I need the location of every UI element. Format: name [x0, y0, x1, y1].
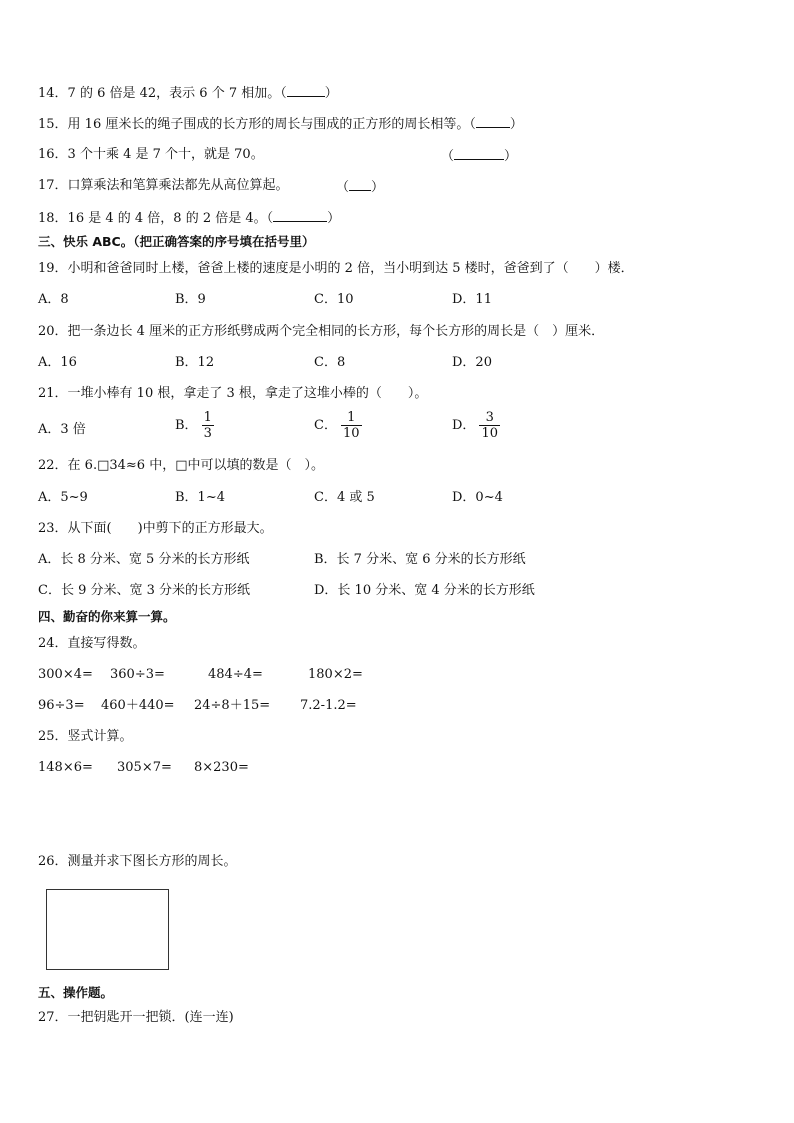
- option-a[interactable]: A．长 8 分米、宽 5 分米的长方形纸: [38, 552, 250, 567]
- question-18: [38, 208, 340, 228]
- denominator: 3: [203, 426, 212, 441]
- option-d-label: D．: [452, 418, 476, 433]
- fraction: [202, 410, 214, 441]
- option-c-label: C．: [314, 418, 337, 433]
- option-b-label: B．: [175, 418, 198, 433]
- question-22-text: 22．在 6.□34≈6 中，□中可以填的数是（ ）。: [38, 458, 324, 473]
- paren-close: ）: [371, 180, 385, 195]
- answer-blank[interactable]: [287, 83, 325, 97]
- question-16-answer: [441, 146, 517, 166]
- option-d[interactable]: D．11: [452, 292, 492, 307]
- answer-blank[interactable]: [349, 177, 371, 191]
- rectangle-figure: [46, 889, 169, 970]
- option-c[interactable]: [314, 410, 362, 441]
- fraction: [479, 410, 500, 441]
- calc-item: 24÷8＋15=: [194, 698, 271, 713]
- option-b[interactable]: B．长 7 分米、宽 6 分米的长方形纸: [314, 552, 526, 567]
- option-b[interactable]: B．1~4: [175, 490, 225, 505]
- paren-close: ）: [504, 149, 518, 164]
- calc-item: 460＋440=: [101, 698, 175, 713]
- calc-item: 305×7=: [117, 760, 172, 775]
- option-d[interactable]: D．0~4: [452, 490, 503, 505]
- option-a[interactable]: A．3 倍: [38, 422, 86, 437]
- question-14-text: 14．7 的 6 倍是 42，表示 6 个 7 相加。（: [38, 86, 287, 101]
- question-17-text: 17．口算乘法和笔算乘法都先从高位算起。: [38, 178, 289, 193]
- option-b[interactable]: B．9: [175, 292, 206, 307]
- question-16: [38, 146, 264, 164]
- calc-item: 360÷3=: [110, 667, 165, 682]
- question-24-text: 24．直接写得数。: [38, 636, 146, 651]
- paren-open: （: [336, 180, 350, 195]
- calc-item: 300×4=: [38, 667, 93, 682]
- numerator: 3: [479, 410, 500, 426]
- answer-blank[interactable]: [273, 208, 327, 222]
- section-5-heading: 五、操作题。: [38, 985, 114, 1000]
- option-d[interactable]: [452, 410, 500, 441]
- option-a[interactable]: A．16: [38, 355, 77, 370]
- question-15: [38, 114, 523, 134]
- question-27-text: 27．一把钥匙开一把锁．(连一连): [38, 1010, 234, 1025]
- option-a[interactable]: A．8: [38, 292, 69, 307]
- calc-item: 484÷4=: [208, 667, 263, 682]
- numerator: 1: [203, 410, 212, 425]
- question-20-text: 20．把一条边长 4 厘米的正方形纸劈成两个完全相同的长方形，每个长方形的周长是（ ）厘米．: [38, 324, 605, 339]
- option-c[interactable]: C．10: [314, 292, 354, 307]
- paren-close: ）: [509, 117, 523, 132]
- question-25-text: 25．竖式计算。: [38, 729, 133, 744]
- option-d[interactable]: D．长 10 分米、宽 4 分米的长方形纸: [314, 583, 535, 598]
- calc-item: 96÷3=: [38, 698, 85, 713]
- denominator: 10: [481, 426, 498, 441]
- question-16-text: 16．3 个十乘 4 是 7 个十，就是 70。: [38, 147, 264, 162]
- option-b[interactable]: [175, 410, 214, 441]
- option-c[interactable]: C．长 9 分米、宽 3 分米的长方形纸: [38, 583, 251, 598]
- calc-item: 8×230=: [194, 760, 249, 775]
- question-23-text: 23．从下面( )中剪下的正方形最大。: [38, 521, 273, 536]
- option-c[interactable]: C．4 或 5: [314, 490, 375, 505]
- denominator: 10: [342, 426, 360, 441]
- paren-close: ）: [324, 86, 338, 101]
- option-d[interactable]: D．20: [452, 355, 492, 370]
- question-17-answer: [336, 177, 384, 197]
- section-4-heading: 四、勤奋的你来算一算。: [38, 609, 176, 624]
- question-21-text: 21．一堆小棒有 10 根，拿走了 3 根，拿走了这堆小棒的（ ）。: [38, 386, 428, 401]
- question-15-text: 15．用 16 厘米长的绳子围成的长方形的周长与围成的正方形的周长相等。（: [38, 117, 476, 132]
- option-b[interactable]: B．12: [175, 355, 215, 370]
- question-19-text: 19．小明和爸爸同时上楼，爸爸上楼的速度是小明的 2 倍，当小明到达 5 楼时，爸爸到了（ ）楼．: [38, 261, 634, 276]
- fraction: [341, 410, 362, 441]
- option-c[interactable]: C．8: [314, 355, 346, 370]
- numerator: 1: [341, 410, 362, 426]
- calc-item: 180×2=: [308, 667, 363, 682]
- paren-close: ）: [327, 211, 341, 226]
- option-a[interactable]: A．5~9: [38, 490, 88, 505]
- answer-blank[interactable]: [476, 114, 510, 128]
- paren-open: （: [441, 149, 455, 164]
- section-3-heading: 三、快乐 ABC。（把正确答案的序号填在括号里）: [38, 234, 315, 249]
- question-18-text: 18．16 是 4 的 4 倍，8 的 2 倍是 4。（: [38, 211, 274, 226]
- question-17: [38, 177, 289, 195]
- calc-item: 148×6=: [38, 760, 93, 775]
- question-26-text: 26．测量并求下图长方形的周长。: [38, 854, 237, 869]
- answer-blank[interactable]: [454, 146, 504, 160]
- calc-item: 7.2-1.2=: [300, 698, 357, 713]
- question-14: [38, 83, 338, 103]
